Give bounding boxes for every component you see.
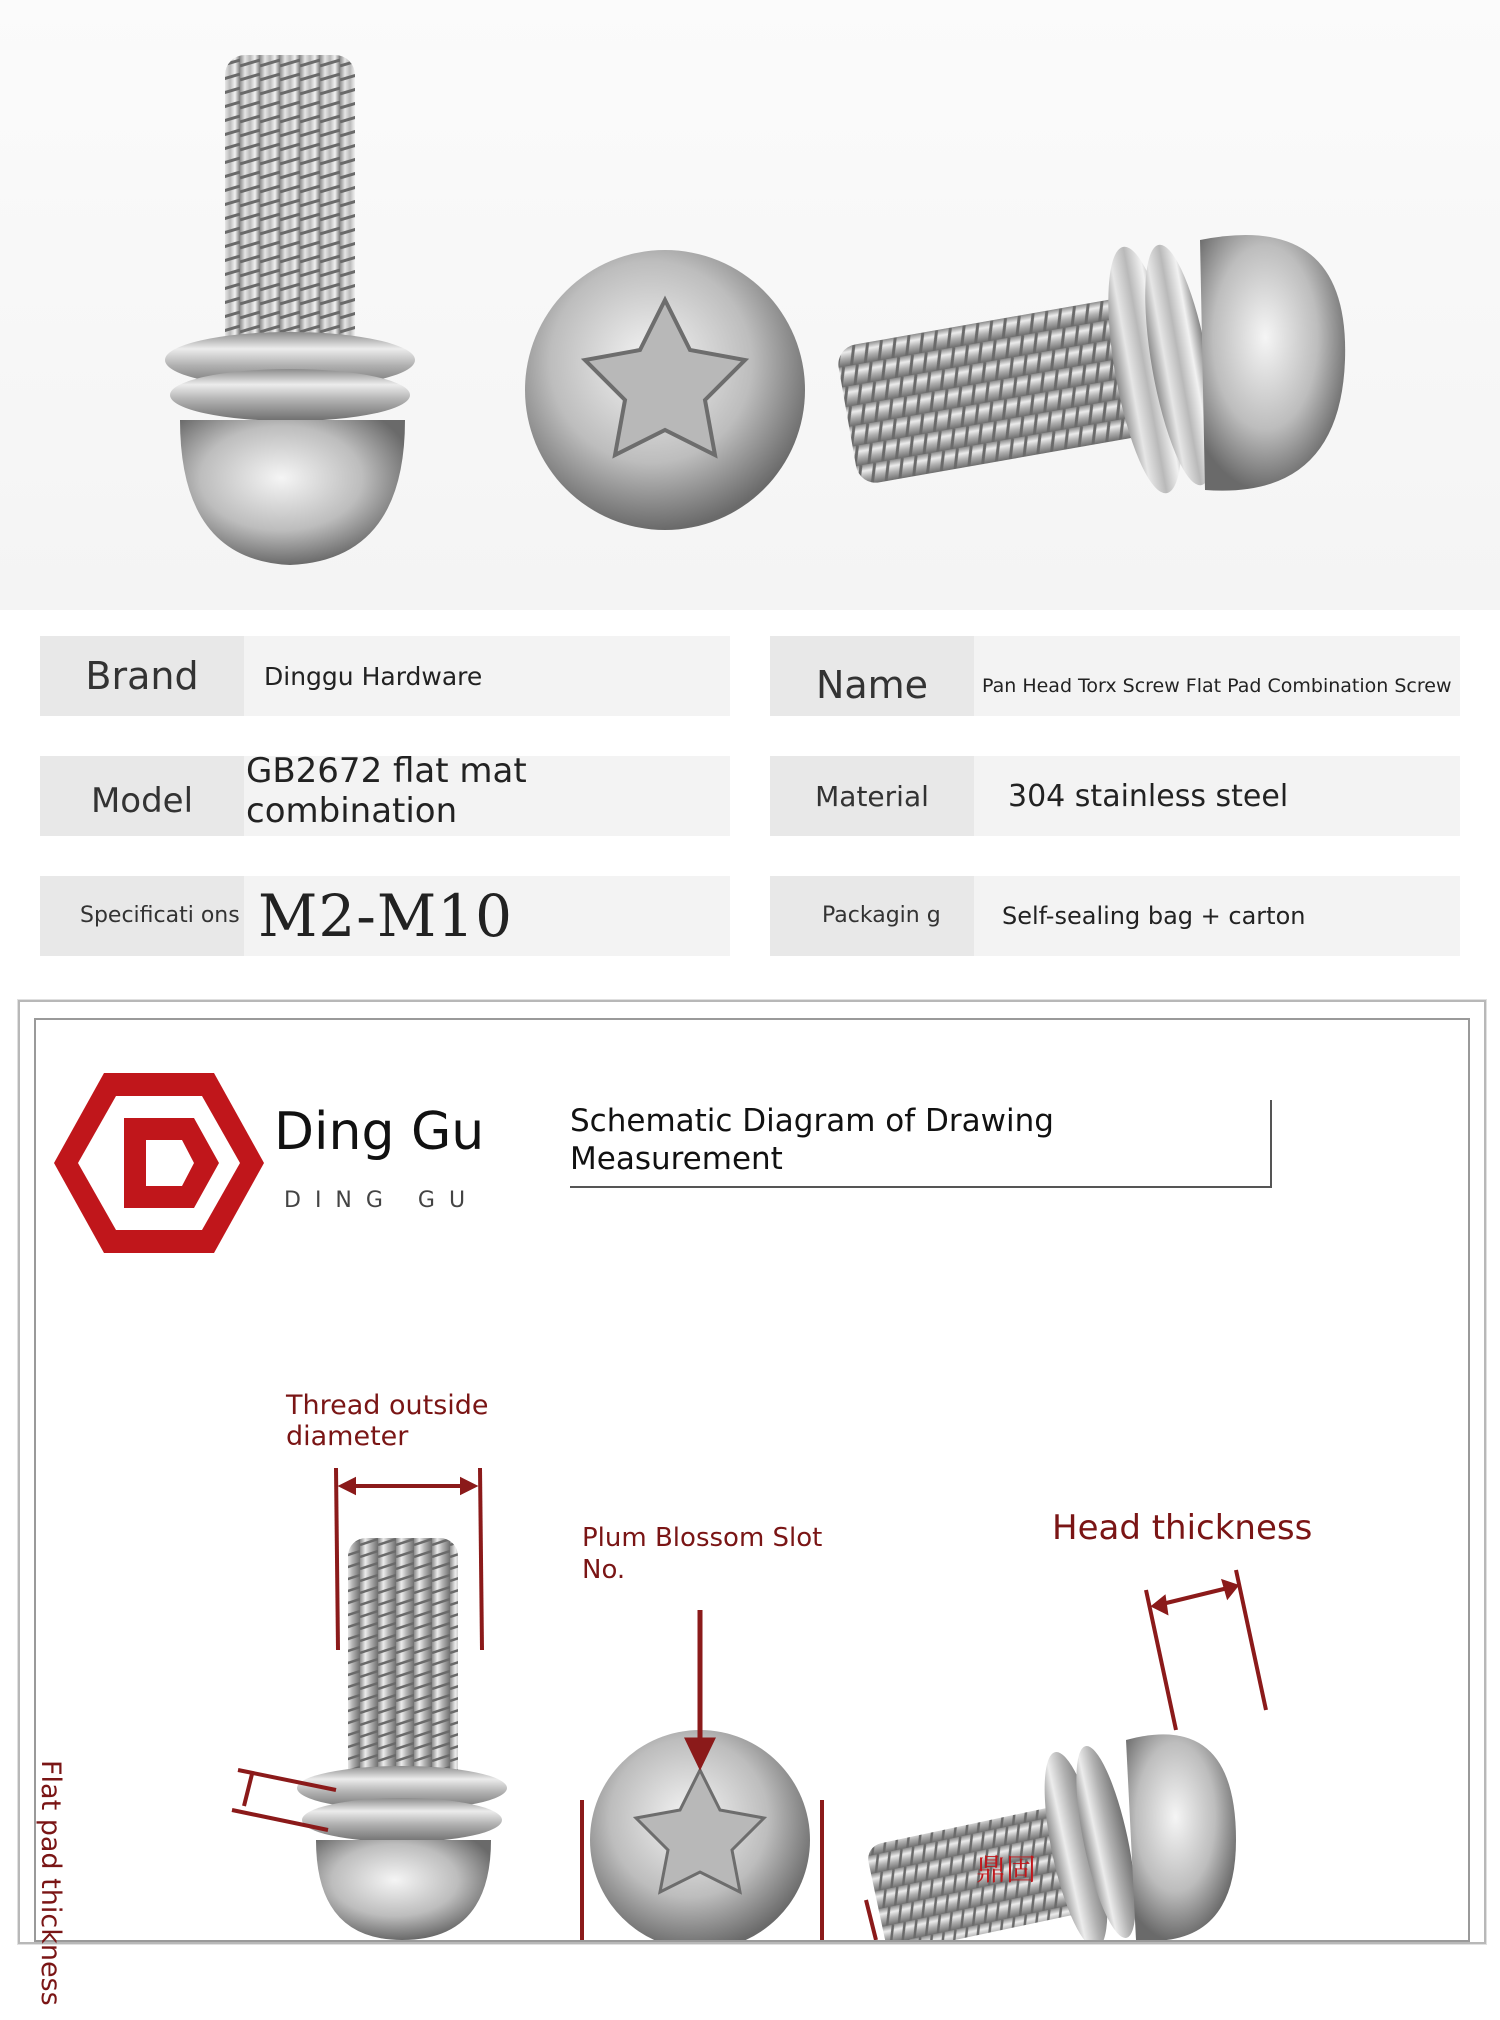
- head-thickness-label: Head thickness: [1052, 1508, 1313, 1548]
- material-label: Material: [770, 756, 974, 836]
- packaging-value: Self-sealing bag + carton: [974, 876, 1460, 956]
- brand-name: Ding Gu: [274, 1102, 485, 1162]
- brand-value: Dinggu Hardware: [244, 636, 730, 716]
- screw-horizontal-image: [835, 235, 1345, 498]
- flat-pad-thickness-label: Flat pad thickness: [35, 1760, 66, 2006]
- name-value: Pan Head Torx Screw Flat Pad Combination Screw: [974, 636, 1460, 716]
- model-value: GB2672 flat mat combination: [244, 756, 730, 836]
- diagram-screw-horizontal: [865, 1734, 1236, 1940]
- product-photo: [0, 0, 1500, 610]
- slot-pointer-arrow: [688, 1610, 712, 1765]
- screw-vertical-image: [165, 55, 415, 565]
- measurement-diagram: [36, 1020, 1468, 1940]
- packaging-label: Packagin g: [770, 876, 974, 956]
- slot-number-label: Plum Blossom Slot No.: [582, 1523, 823, 1585]
- drawing-panel: [34, 1018, 1470, 2006]
- model-label: Model: [40, 756, 244, 836]
- watermark-text: 鼎固: [976, 1854, 1036, 1887]
- name-label: Name: [770, 636, 974, 716]
- brand-label: Brand: [40, 636, 244, 716]
- spec-table: [0, 610, 1500, 990]
- specifications-label: Specificati ons: [40, 876, 244, 956]
- brand-subtitle: DING GU: [284, 1188, 480, 1213]
- drawing-title: Schematic Diagram of Drawing Measurement: [570, 1103, 1054, 1177]
- specifications-value: M2-M10: [244, 876, 730, 956]
- diagram-screw-vertical: [297, 1538, 507, 1940]
- material-value: 304 stainless steel: [974, 756, 1460, 836]
- screw-head-image: [525, 250, 805, 530]
- thread-diameter-label: Thread outside diameter: [286, 1390, 489, 1452]
